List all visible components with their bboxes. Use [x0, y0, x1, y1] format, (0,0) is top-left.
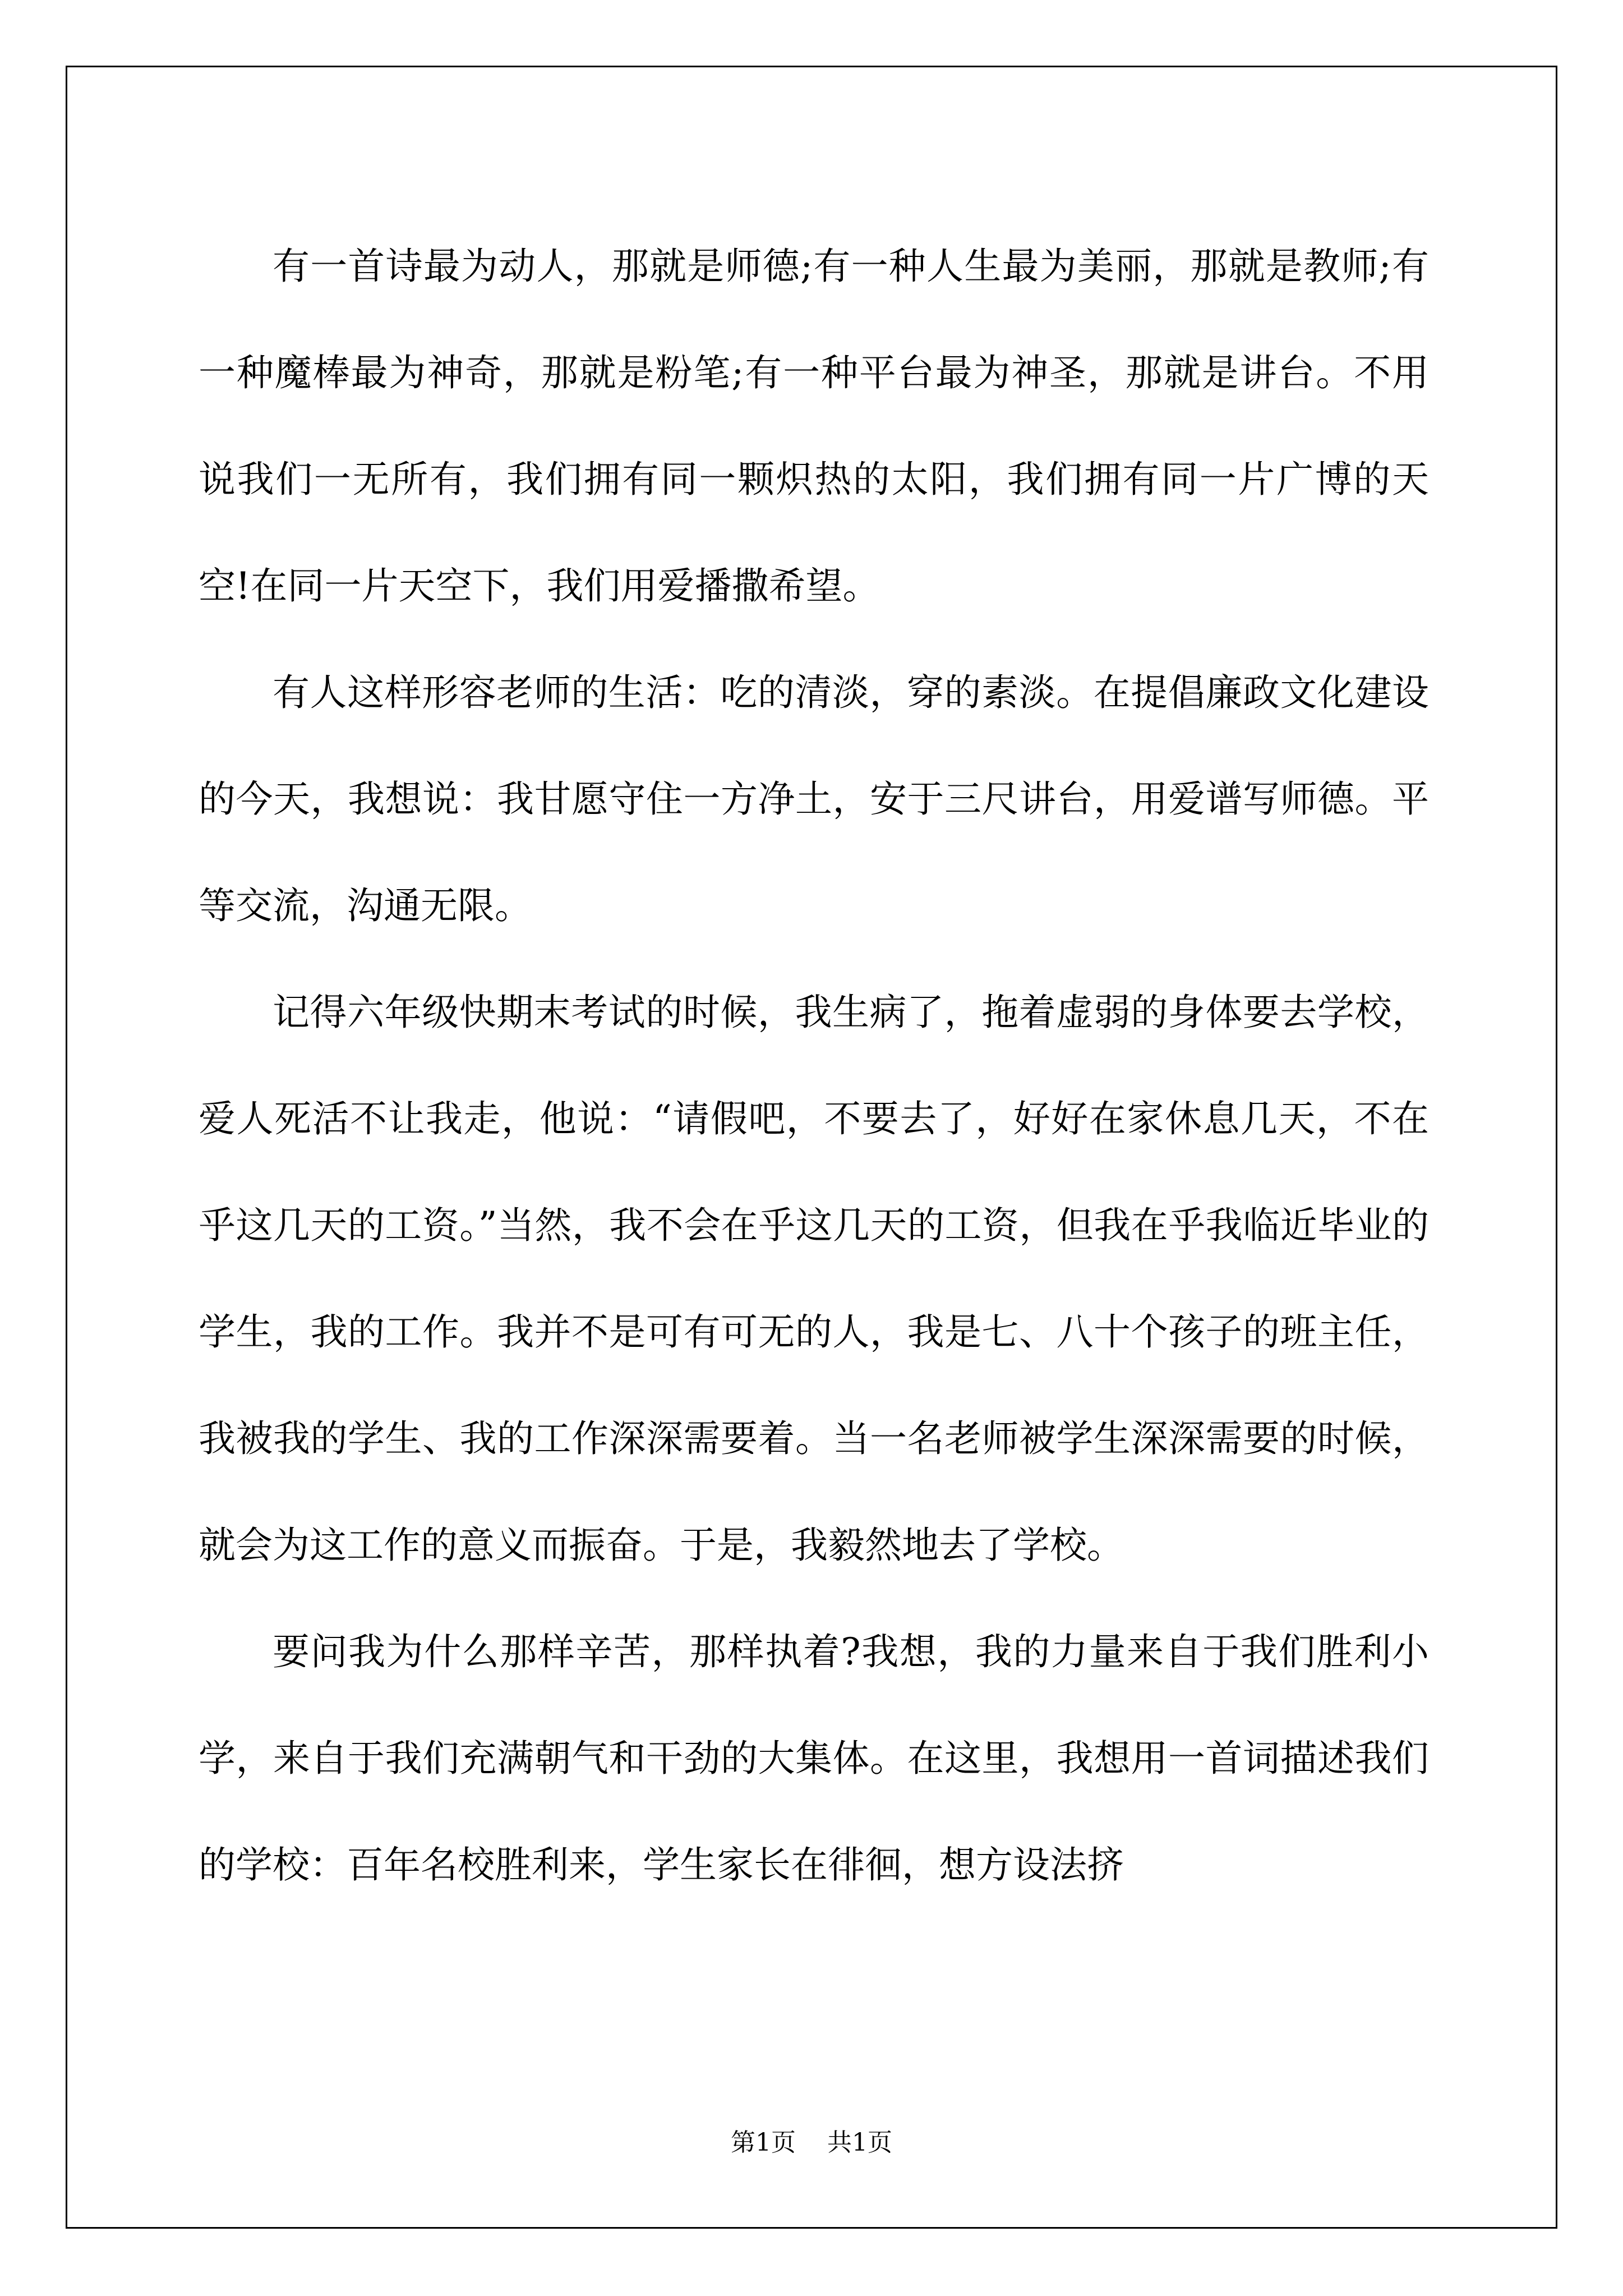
document-body: [199, 213, 1429, 1918]
paragraph-3: 记得六年级快期末考试的时候，我生病了，拖着虚弱的身体要去学校，爱人死活不让我走，他说：“请假吧，不要去了，好好在家休息几天，不在乎这几天的工资。”当然，我不会在乎这几天的工资，但我在乎我临近毕业的学生，我的工作。我并不是可有可无的人，我是七、八十个孩子的班主任，我被我的学生、我的工作深深需要着。当一名老师被学生深深需要的时候，就会为这工作的意义而振奋。于是，我毅然地去了学校。: [199, 991, 1429, 1567]
paragraph-2: 有人这样形容老师的生活：吃的清淡，穿的素淡。在提倡廉政文化建设的今天，我想说：我甘愿守住一方净土，安于三尺讲台，用爱谱写师德。平等交流，沟通无限。: [199, 671, 1429, 927]
paragraph-1: 有一首诗最为动人，那就是师德;有一种人生最为美丽，那就是教师;有一种魔棒最为神奇，那就是粉笔;有一种平台最为神圣，那就是讲台。不用说我们一无所有，我们拥有同一颗炽热的太阳，我们拥有同一片广博的天空!在同一片天空下，我们用爱播撒希望。: [199, 245, 1429, 608]
page-number: 第1页: [731, 2128, 796, 2157]
page-footer: [0, 2126, 1623, 2160]
paragraph-4: 要问我为什么那样辛苦，那样执着?我想，我的力量来自于我们胜利小学，来自于我们充满朝气和干劲的大集体。在这里，我想用一首词描述我们的学校：百年名校胜利来，学生家长在徘徊，想方设法挤: [199, 1630, 1429, 1887]
total-pages: 共1页: [827, 2128, 892, 2157]
